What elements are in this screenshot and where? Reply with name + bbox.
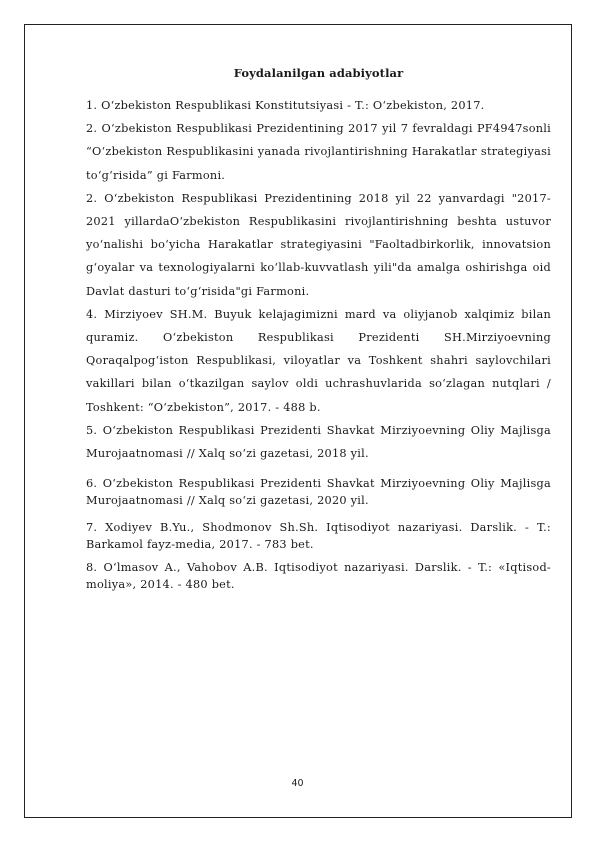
page-number: 40 [291, 778, 304, 789]
page-title: Foydalanilgan adabiyotlar [233, 66, 404, 80]
reference-item: 7. Xodiyev B.Yu., Shodmonov Sh.Sh. Iqtisodiyot nazariyasi. Darslik. - T.: Barkamol fayz-media, 2017. - 783 bet. [86, 521, 551, 552]
reference-item: 4. Mirziyoev SH.M. Buyuk kelajagimizni mard va oliyjanob xalqimiz bilan quramiz. O‘zbekiston Respublikasi Prezidenti SH.Mirziyoevning Qoraqalpog‘iston Respublikasi, viloyatlar va Toshkent shahri saylovchilari vakillari bilan o‘tkazilgan saylov oldi uchrashuvlarida so‘zlagan nutqlari / Toshkent: “O‘zbekiston”, 2017. - 488 b. [86, 307, 551, 414]
reference-item: 5. O‘zbekiston Respublikasi Prezidenti Shavkat Mirziyoevning Oliy Majlisga Murojaatnomasi // Xalq so‘zi gazetasi, 2018 yil. [86, 423, 551, 461]
document-body [86, 66, 551, 593]
reference-item: 2. O‘zbekiston Respublikasi Prezidentining 2018 yil 22 yanvardagi "2017- 2021 yillardaO‘zbekiston Respublikasini rivojlantirishning beshta ustuvor yo‘nalishi bo‘yicha Harakatlar strategiyasini "Faoltadbirkorlik, innovatsion g‘oyalar va texnologiyalarni ko‘llab-kuvvatlash yili"da amalga oshirishga oid Davlat dasturi to‘g‘risida"gi Farmoni. [86, 191, 551, 298]
reference-item: 1. O‘zbekiston Respublikasi Konstitutsiyasi - T.: O‘zbekiston, 2017. [86, 99, 485, 112]
reference-item: 8. O‘lmasov A., Vahobov A.B. Iqtisodiyot nazariyasi. Darslik. - T.: «Iqtisod- moliya», 2014. - 480 bet. [86, 561, 551, 592]
reference-item: 2. O‘zbekiston Respublikasi Prezidentining 2017 yil 7 fevraldagi PF4947sonli “O‘zbekiston Respublikasini yanada rivojlantirishning Harakatlar strategiyasi to‘g‘risida” gi Farmoni. [86, 122, 551, 182]
reference-item: 6. O‘zbekiston Respublikasi Prezidenti Shavkat Mirziyoevning Oliy Majlisga Murojaatnomasi // Xalq so‘zi gazetasi, 2020 yil. [86, 477, 551, 508]
